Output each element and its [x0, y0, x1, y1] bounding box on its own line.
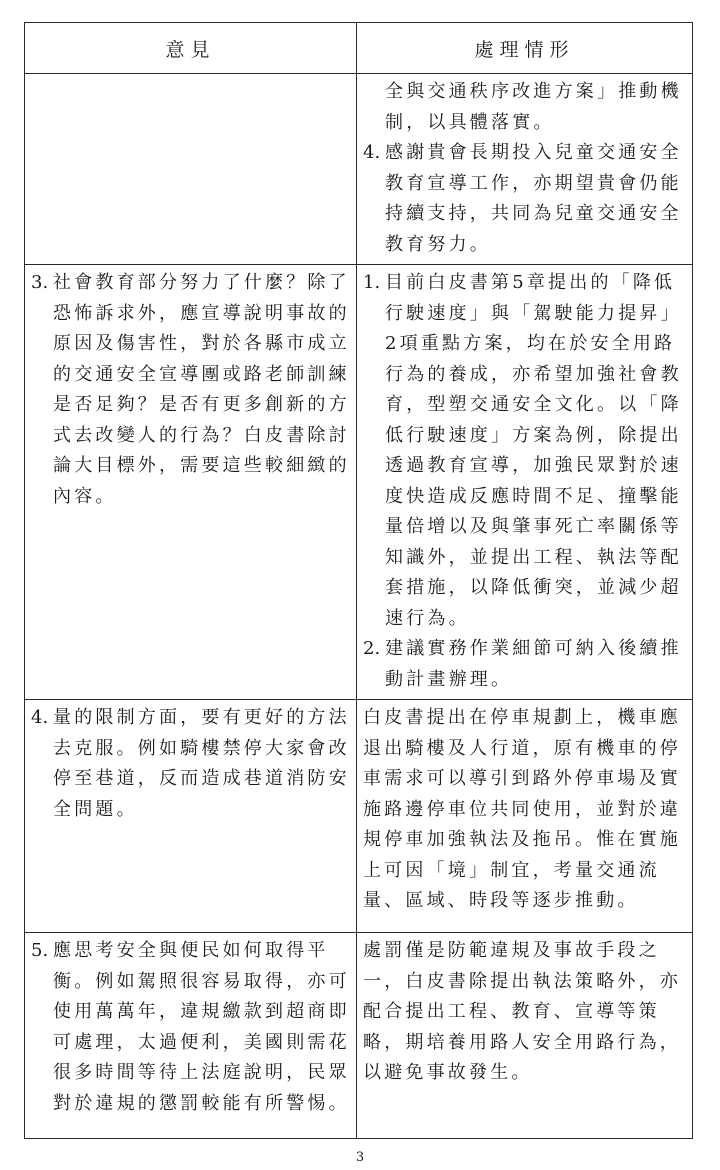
opinion-cell — [25, 933, 357, 1139]
item-number: 2. — [363, 638, 381, 659]
item-number: 1. — [363, 272, 381, 293]
opinion-cell — [25, 74, 357, 265]
item-number: 5. — [31, 940, 49, 961]
table-header-row — [25, 23, 693, 74]
opinion-text: 量的限制方面，要有更好的方法去克服。例如騎樓禁停大家會改停至巷道，反而造成巷道消防安全問題。 — [53, 707, 350, 820]
table-row — [25, 700, 693, 933]
opinion-item — [31, 268, 350, 512]
header-response: 處理情形 — [357, 23, 693, 74]
opinion-item — [31, 936, 350, 1119]
response-item — [363, 268, 686, 634]
table-row — [25, 265, 693, 700]
document-page — [24, 22, 692, 1139]
opinion-text: 應思考安全與便民如何取得平衡。例如駕照很容易取得，亦可使用萬萬年，違規繳款到超商即可處理，太過便利，美國則需花很多時間等待上法庭說明，民眾對於違規的懲罰較能有所警惕。 — [53, 940, 350, 1114]
item-number: 3. — [31, 272, 49, 293]
table-row — [25, 74, 693, 265]
opinion-cell — [25, 700, 357, 933]
opinion-cell — [25, 265, 357, 700]
opinion-item — [31, 703, 350, 825]
response-paragraph: 白皮書提出在停車規劃上，機車應退出騎樓及人行道，原有機車的停車需求可以導引到路外停車場及實施路邊停車位共同使用，並對於違規停車加強執法及拖吊。惟在實施上可因「境」制宜，考量交通流量、區域、時段等逐步推動。 — [363, 707, 681, 911]
response-text: 目前白皮書第5章提出的「降低行駛速度」與「駕駛能力提昇」2項重點方案，均在於安全用路行為的養成，亦希望加強社會教育，型塑交通安全文化。以「降低行駛速度」方案為例，除提出透過教育宣導，加強民眾對於速度快造成反應時間不足、撞擊能量倍增以及與肇事死亡率關係等知識外，並提出工程、執法等配套措施，以降低衝突，並減少超速行為。 — [385, 272, 682, 629]
response-text: 全與交通秩序改進方案」推動機制，以具體落實。 — [385, 81, 682, 133]
table-row — [25, 933, 693, 1139]
item-number: 4. — [31, 707, 49, 728]
opinion-response-table — [24, 22, 693, 1139]
header-opinion: 意見 — [25, 23, 357, 74]
response-text: 建議實務作業細節可納入後續推動計畫辦理。 — [385, 638, 682, 690]
response-cell — [357, 700, 693, 933]
response-cell — [357, 74, 693, 265]
response-text: 感謝貴會長期投入兒童交通安全教育宣導工作，亦期望貴會仍能持續支持，共同為兒童交通安全教育努力。 — [385, 142, 682, 255]
response-cell — [357, 265, 693, 700]
response-item — [363, 634, 686, 695]
opinion-text: 社會教育部分努力了什麼？除了恐怖訴求外，應宣導說明事故的原因及傷害性，對於各縣市成立的交通安全宣導團或路老師訓練是否足夠？是否有更多創新的方式去改變人的行為？白皮書除討論大目標外，需要這些較細緻的內容。 — [53, 272, 350, 507]
response-paragraph: 處罰僅是防範違規及事故手段之一，白皮書除提出執法策略外，亦配合提出工程、教育、宣導等策略，期培養用路人安全用路行為，以避免事故發生。 — [363, 940, 681, 1083]
page-number: 3 — [355, 1150, 365, 1165]
response-cell — [357, 933, 693, 1139]
response-item — [363, 77, 686, 138]
response-item — [363, 138, 686, 260]
item-number: 4. — [363, 142, 381, 163]
